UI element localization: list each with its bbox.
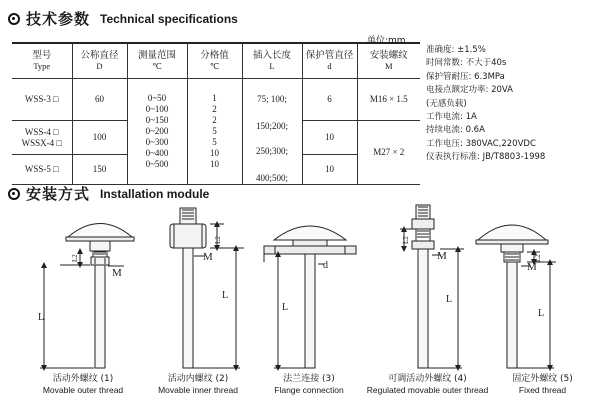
spec-table: [12, 42, 420, 185]
thread-cell: M16 × 1.5: [357, 79, 420, 121]
drawing-flange-connection: [264, 226, 356, 368]
diameter-cell: 60: [72, 79, 127, 121]
svg-text:L2: L2: [214, 236, 222, 244]
installation-drawings: [0, 200, 600, 372]
drawing-fixed-thread: [476, 225, 556, 368]
dim-M: M: [112, 267, 122, 279]
drawing-regulated-outer-thread: [400, 205, 464, 368]
bullet-circle-icon: [8, 13, 20, 25]
type-cell: WSS-5 □: [12, 155, 72, 184]
header-diameter: 公称直径 D: [72, 43, 127, 79]
caption-regulated-outer-thread: 可调活动外螺纹 (4) Regulated movable outer thread: [366, 374, 489, 395]
svg-text:L: L: [538, 308, 545, 319]
caption-movable-inner-thread: 活动内螺纹 (2) Movable inner thread: [158, 374, 238, 395]
bullet-circle-icon: [8, 188, 20, 200]
note-time-constant: 时间常数: 不大于40s: [426, 58, 507, 69]
tech-spec-header: [8, 8, 238, 29]
division-cell: 1 2 2 5 5 10 10: [187, 79, 242, 185]
type-cell: WSS-3 □: [12, 79, 72, 121]
unit-label: 单位:mm: [367, 36, 406, 46]
header-length: 插入长度 L: [242, 43, 302, 79]
spec-notes: [426, 44, 545, 165]
note-continuous-current: 持续电流: 0.6A: [426, 125, 485, 136]
header-range: 测量范围 ℃: [127, 43, 187, 79]
svg-text:M: M: [437, 250, 447, 262]
dim-L: L: [38, 312, 45, 323]
note-pressure: 保护管耐压: 6.3MPa: [426, 71, 505, 82]
note-accuracy: 准确度: ±1.5%: [426, 45, 486, 55]
header-tube-diameter: 保护管直径 d: [302, 43, 357, 79]
length-cell: 150;200; 250;300; 400;500;: [242, 121, 302, 185]
dim-L2: L2: [71, 254, 79, 262]
range-cell: 0~50 0~100 0~150 0~200 0~300 0~400 0~500: [127, 79, 187, 185]
svg-text:M: M: [527, 261, 537, 273]
note-working-current: 工作电流: 1A: [426, 112, 477, 123]
svg-text:L2: L2: [402, 236, 410, 244]
header-type: 型号 Type: [12, 43, 72, 79]
svg-text:L2: L2: [534, 254, 542, 262]
drawing-movable-outer-thread: [38, 224, 134, 369]
tube-diameter-cell: 10: [302, 155, 357, 184]
tube-diameter-cell: 10: [302, 121, 357, 155]
svg-text:L: L: [222, 290, 229, 301]
type-cell: WSS-4 □ WSSX-4 □: [12, 121, 72, 155]
diameter-cell: 150: [72, 155, 127, 184]
diameter-cell: 100: [72, 121, 127, 155]
drawing-movable-inner-thread: [170, 208, 244, 368]
svg-text:d: d: [323, 260, 328, 271]
svg-text:L: L: [446, 294, 453, 305]
caption-fixed-thread: 固定外螺纹 (5) Fixed thread: [512, 374, 573, 395]
installation-title-en: Installation module: [100, 186, 210, 201]
header-division: 分格值 ℃: [187, 43, 242, 79]
tube-diameter-cell: 6: [302, 79, 357, 121]
note-voltage: 工作电压: 380VAC,220VDC: [426, 138, 536, 149]
thread-cell: M27 × 2: [357, 121, 420, 185]
installation-title-cn: 安装方式: [26, 185, 91, 203]
tech-spec-title-en: Technical specifications: [100, 11, 238, 26]
tech-spec-title-cn: 技术参数: [26, 10, 91, 28]
caption-movable-outer-thread: 活动外螺纹 (1) Movable outer thread: [42, 374, 124, 395]
caption-flange-connection: 法兰连接 (3) Flange connection: [274, 374, 344, 395]
note-standard: 仪表执行标准: JB/T8803-1998: [426, 152, 546, 163]
length-cell: 75; 100;: [242, 79, 302, 121]
svg-text:L: L: [282, 302, 289, 313]
note-contact-power: 电接点额定功率: 20VA: [426, 85, 513, 96]
header-thread: 安装螺纹 M: [357, 43, 420, 79]
note-load-type: (无感负载): [426, 98, 467, 109]
svg-text:M: M: [203, 251, 213, 263]
